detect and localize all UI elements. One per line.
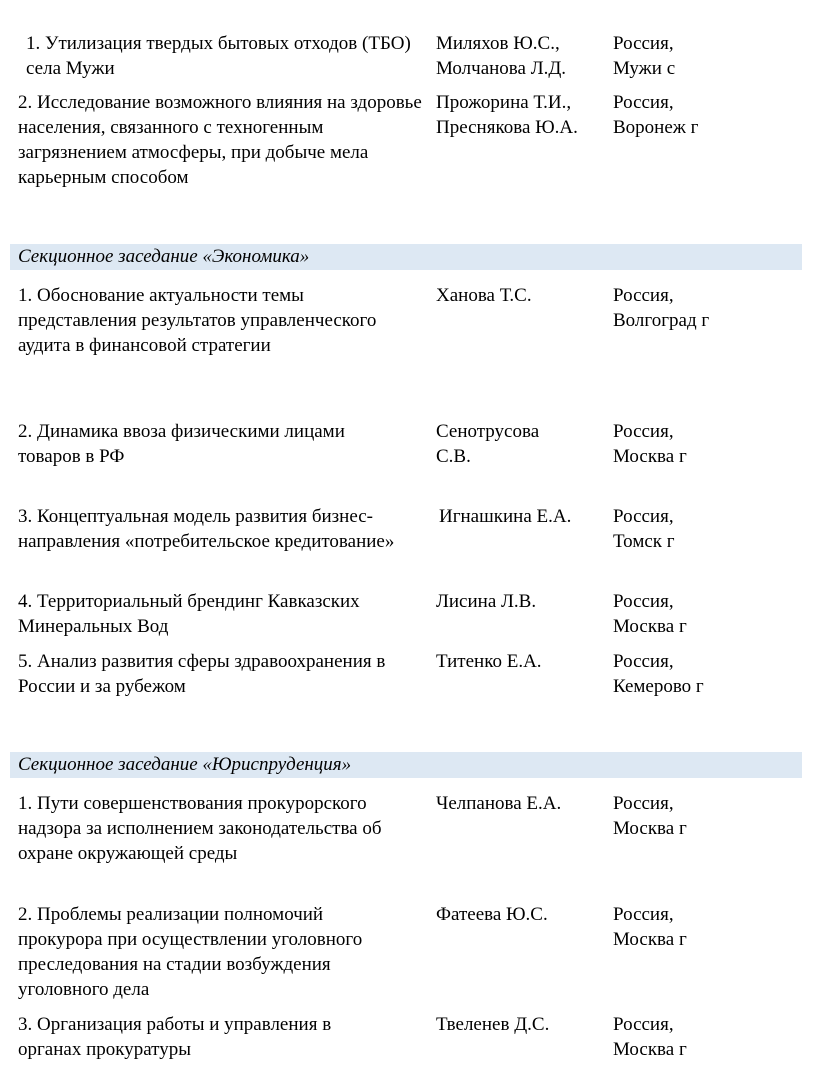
report-authors: Игнашкина Е.А. — [439, 506, 572, 527]
report-authors: Миляхов Ю.С., Молчанова Л.Д. — [436, 33, 567, 79]
report-title: 2. Исследование возможного влияния на здоровье населения, связанного с техногенным загрязнением атмосферы, при добыче мела карьерным способом — [18, 92, 422, 188]
report-title: 1. Пути совершенствования прокурорского надзора за исполнением законодательства об охране окружающей среды — [18, 793, 382, 864]
report-title: 2. Проблемы реализации полномочий прокурора при осуществлении уголовного преследования на стадии возбуждения уголовного дела — [18, 904, 363, 1000]
report-title: 4. Территориальный брендинг Кавказских Минеральных Вод — [18, 591, 360, 637]
section-header-law — [10, 752, 802, 778]
report-title: 3. Организация работы и управления в органах прокуратуры — [18, 1014, 332, 1060]
report-title: 3. Концептуальная модель развития бизнес-направления «потребительское кредитование» — [18, 506, 395, 552]
report-title: 1. Утилизация твердых бытовых отходов (ТБО) села Мужи — [26, 33, 411, 79]
report-place: Россия, Воронеж г — [613, 92, 699, 138]
report-authors: Титенко Е.А. — [436, 651, 542, 672]
report-authors: Лисина Л.В. — [436, 591, 537, 612]
section-title: Секционное заседание «Экономика» — [18, 246, 310, 267]
section-header-economics — [10, 244, 802, 270]
report-authors: Сенотрусова С.В. — [436, 421, 540, 467]
report-place: Россия, Москва г — [613, 793, 687, 839]
report-title: 1. Обоснование актуальности темы представления результатов управленческого аудита в финансовой стратегии — [18, 285, 377, 356]
report-authors: Фатеева Ю.С. — [436, 904, 548, 925]
report-place: Россия, Москва г — [613, 591, 687, 637]
report-place: Россия, Москва г — [613, 904, 687, 950]
report-place: Россия, Мужи с — [613, 33, 676, 79]
section-title: Секционное заседание «Юриспруденция» — [18, 754, 352, 775]
report-authors: Ханова Т.С. — [436, 285, 532, 306]
report-place: Россия, Москва г — [613, 421, 687, 467]
report-place: Россия, Кемерово г — [613, 651, 704, 697]
report-place: Россия, Волгоград г — [613, 285, 710, 331]
report-title: 5. Анализ развития сферы здравоохранения в России и за рубежом — [18, 651, 386, 697]
report-place: Россия, Москва г — [613, 1014, 687, 1060]
report-authors: Прожорина Т.И., Преснякова Ю.А. — [436, 92, 578, 138]
report-authors: Твеленев Д.С. — [436, 1014, 550, 1035]
report-title: 2. Динамика ввоза физическими лицами товаров в РФ — [18, 421, 345, 467]
report-place: Россия, Томск г — [613, 506, 675, 552]
report-authors: Челпанова Е.А. — [436, 793, 562, 814]
